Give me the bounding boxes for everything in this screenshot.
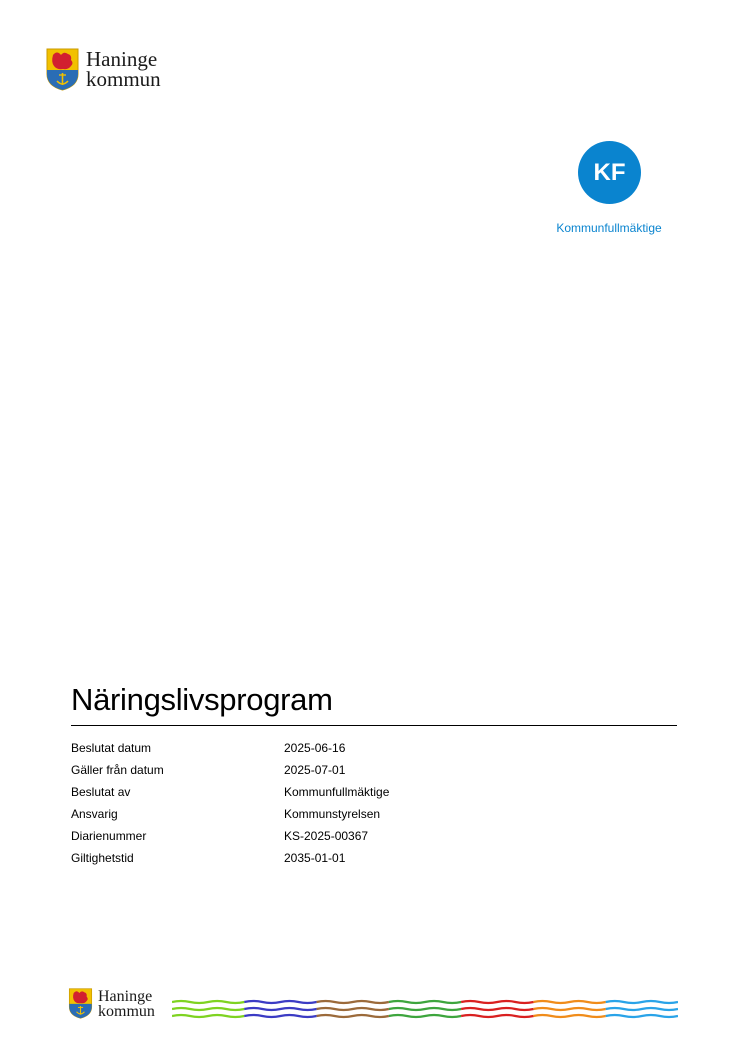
wave-stroke — [317, 1001, 389, 1003]
metadata-table — [71, 740, 571, 872]
badge-caption: Kommunfullmäktige — [556, 221, 662, 235]
footer-logo — [68, 988, 155, 1019]
metadata-row — [71, 784, 571, 806]
wave-stroke — [606, 1015, 678, 1017]
wave-stroke — [533, 1008, 605, 1010]
coat-of-arms-icon — [46, 48, 79, 91]
wave-stroke — [172, 1015, 244, 1017]
metadata-label: Gäller från datum — [71, 763, 164, 777]
metadata-value: 2035-01-01 — [284, 851, 346, 865]
haninge-logo — [46, 48, 161, 91]
logo-line-1: Haninge — [86, 47, 158, 71]
metadata-value: Kommunfullmäktige — [284, 785, 390, 799]
document-title: Näringslivsprogram — [71, 682, 333, 717]
wave-stroke — [461, 1001, 533, 1003]
wave-stroke — [389, 1001, 461, 1003]
footer-logo-line-1: Haninge — [98, 988, 153, 1005]
wave-stroke — [244, 1015, 316, 1017]
metadata-label: Ansvarig — [71, 807, 118, 821]
metadata-row — [71, 850, 571, 872]
metadata-row — [71, 740, 571, 762]
wave-stroke — [606, 1008, 678, 1010]
metadata-row — [71, 762, 571, 784]
wave-stroke — [389, 1008, 461, 1010]
wave-stroke — [172, 1008, 244, 1010]
wave-stroke — [244, 1008, 316, 1010]
wave-stroke — [533, 1015, 605, 1017]
coat-of-arms-icon — [68, 988, 93, 1019]
kf-badge: KF — [578, 141, 641, 204]
metadata-label: Diarienummer — [71, 829, 147, 843]
metadata-label: Beslutat av — [71, 785, 131, 799]
wave-stroke — [461, 1015, 533, 1017]
footer-logo-line-2: kommun — [98, 1003, 155, 1020]
metadata-value: Kommunstyrelsen — [284, 807, 381, 821]
wave-stroke — [172, 1001, 244, 1003]
metadata-value: 2025-06-16 — [284, 741, 346, 755]
title-divider — [71, 725, 677, 726]
metadata-value: KS-2025-00367 — [284, 829, 369, 843]
wave-stroke — [317, 1008, 389, 1010]
wave-stroke — [606, 1001, 678, 1003]
wave-stroke — [461, 1008, 533, 1010]
wave-stroke — [244, 1001, 316, 1003]
metadata-row — [71, 806, 571, 828]
decorative-wave-band — [172, 997, 678, 1021]
wave-stroke — [533, 1001, 605, 1003]
logo-line-2: kommun — [86, 67, 161, 91]
wave-stroke — [317, 1015, 389, 1017]
metadata-row — [71, 828, 571, 850]
metadata-value: 2025-07-01 — [284, 763, 346, 777]
wave-stroke — [389, 1015, 461, 1017]
metadata-label: Giltighetstid — [71, 851, 134, 865]
metadata-label: Beslutat datum — [71, 741, 152, 755]
